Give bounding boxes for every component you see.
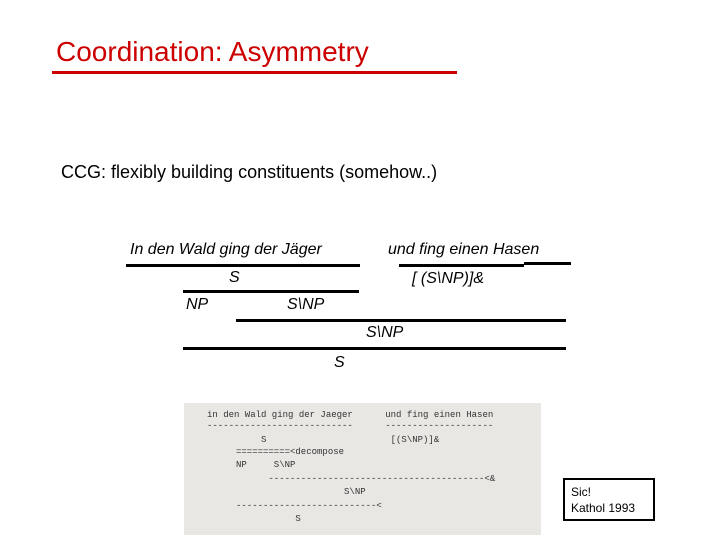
note-line-1: Sic!	[571, 485, 592, 499]
right-phrase-rule-a	[399, 264, 524, 267]
left-phrase-rule	[126, 264, 360, 267]
scan-line: ----------------------------------------<&	[236, 474, 496, 484]
scan-line: --------------------------- --------------------	[207, 421, 494, 431]
scan-line: S [(S\NP)]&	[207, 435, 440, 445]
scanned-derivation-image	[184, 403, 541, 535]
left-category: S	[229, 269, 240, 286]
scan-line: in den Wald ging der Jaeger und fing einen Hasen	[207, 410, 494, 420]
scan-line: S	[236, 514, 301, 524]
right-phrase-rule-b	[524, 262, 571, 265]
slide-title: Coordination: Asymmetry	[56, 36, 369, 67]
right-category: [ (S\NP)]&	[412, 270, 485, 287]
result-label: S	[334, 354, 345, 371]
citation-note	[563, 478, 655, 521]
scan-line: --------------------------<	[236, 501, 382, 511]
vp-label: S\NP	[287, 296, 325, 313]
scan-line: NP S\NP	[236, 460, 296, 470]
final-rule	[183, 347, 566, 350]
coordination-rule	[236, 319, 566, 322]
np-label: NP	[186, 296, 209, 313]
left-phrase: In den Wald ging der Jäger	[130, 241, 322, 258]
scan-line: ==========<decompose	[236, 447, 345, 457]
slide-subtitle: CCG: flexibly building constituents (somehow..)	[61, 162, 438, 182]
decompose-rule	[183, 290, 359, 293]
scan-line: S\NP	[236, 487, 366, 497]
combined-vp-label: S\NP	[366, 324, 404, 341]
right-phrase: und fing einen Hasen	[388, 241, 540, 258]
note-line-2: Kathol 1993	[571, 501, 636, 515]
title-underline	[52, 71, 457, 74]
